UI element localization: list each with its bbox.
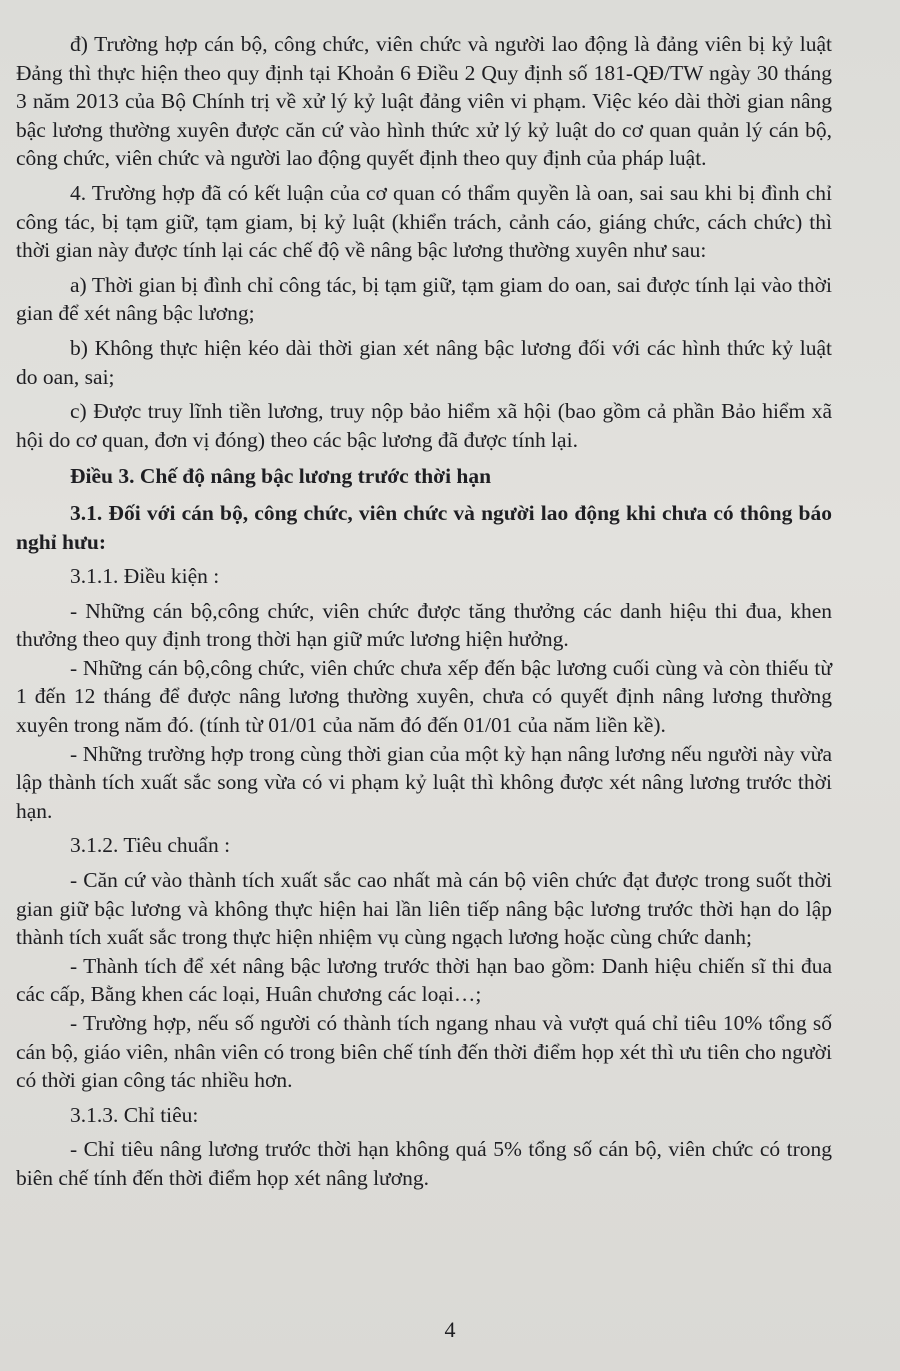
paragraph-4b: b) Không thực hiện kéo dài thời gian xét nâng bậc lương đối với các hình thức kỷ luật do oan, sai; <box>16 335 832 389</box>
document-body <box>16 30 832 1193</box>
page-number: 4 <box>444 1317 456 1342</box>
subsection-3-1-2-heading: 3.1.2. Tiêu chuẩn : <box>70 833 231 858</box>
condition-item-3: - Những trường hợp trong cùng thời gian của một kỳ hạn nâng lương nếu người này vừa lập thành tích xuất sắc song vừa có vi phạm kỷ luật thì không được xét nâng lương trước thời hạn. <box>16 741 832 823</box>
article-3-heading: Điều 3. Chế độ nâng bậc lương trước thời hạn <box>70 464 492 489</box>
section-3-1-heading: 3.1. Đối với cán bộ, công chức, viên chức và người lao động khi chưa có thông báo nghỉ hưu: <box>16 500 832 554</box>
subsection-3-1-3-heading: 3.1.3. Chỉ tiêu: <box>70 1102 199 1127</box>
criteria-item-1: - Căn cứ vào thành tích xuất sắc cao nhất mà cán bộ viên chức đạt được trong suốt thời gian giữ bậc lương và không thực hiện hai lần liên tiếp nâng bậc lương trước thời hạn do lập thành tích xuất sắc trong thực hiện nhiệm vụ cùng ngạch lương hoặc cùng chức danh; <box>16 868 832 950</box>
condition-item-2: - Những cán bộ,công chức, viên chức chưa xếp đến bậc lương cuối cùng và còn thiếu từ 1 đến 12 tháng để được nâng lương thường xuyên, chưa có quyết định nâng lương thường xuyên trong năm đó. (tính từ 01/01 của năm đó đến 01/01 của năm liền kề). <box>16 655 832 738</box>
criteria-item-2: - Thành tích để xét nâng bậc lương trước thời hạn bao gồm: Danh hiệu chiến sĩ thi đua các cấp, Bằng khen các loại, Huân chương các loại…; <box>16 953 832 1007</box>
paragraph-4a: a) Thời gian bị đình chỉ công tác, bị tạm giữ, tạm giam do oan, sai được tính lại vào thời gian để xét nâng bậc lương; <box>16 272 832 326</box>
subsection-3-1-1-heading: 3.1.1. Điều kiện : <box>70 564 220 589</box>
condition-item-1: - Những cán bộ,công chức, viên chức được tăng thưởng các danh hiệu thi đua, khen thưởng theo quy định trong thời hạn giữ mức lương hiện hưởng. <box>16 598 832 652</box>
paragraph-4: 4. Trường hợp đã có kết luận của cơ quan có thẩm quyền là oan, sai sau khi bị đình chỉ công tác, bị tạm giữ, tạm giam, bị kỷ luật (khiển trách, cảnh cáo, giáng chức, cách chức) thì thời gian này được tính lại các chế độ về nâng bậc lương thường xuyên như sau: <box>16 180 832 263</box>
quota-item-1: - Chỉ tiêu nâng lương trước thời hạn không quá 5% tổng số cán bộ, viên chức có trong biên chế tính đến thời điểm họp xét nâng lương. <box>16 1137 832 1190</box>
paragraph-d: đ) Trường hợp cán bộ, công chức, viên chức và người lao động là đảng viên bị kỷ luật Đảng thì thực hiện theo quy định tại Khoản 6 Điều 2 Quy định số 181-QĐ/TW ngày 30 tháng 3 năm 2013 của Bộ Chính trị về xử lý kỷ luật đảng viên vi phạm. Việc kéo dài thời gian nâng bậc lương thường xuyên được căn cứ vào hình thức xử lý kỷ luật do cơ quan quản lý cán bộ, công chức, viên chức và người lao động quyết định theo quy định của pháp luật. <box>16 32 832 171</box>
criteria-item-3: - Trường hợp, nếu số người có thành tích ngang nhau và vượt quá chỉ tiêu 10% tổng số cán bộ, giáo viên, nhân viên có trong biên chế tính đến thời điểm họp xét thì ưu tiên cho người có thời gian công tác nhiều hơn. <box>16 1011 832 1093</box>
paragraph-4c: c) Được truy lĩnh tiền lương, truy nộp bảo hiểm xã hội (bao gồm cả phần Bảo hiểm xã hội do cơ quan, đơn vị đóng) theo các bậc lương đã được tính lại. <box>16 399 832 452</box>
